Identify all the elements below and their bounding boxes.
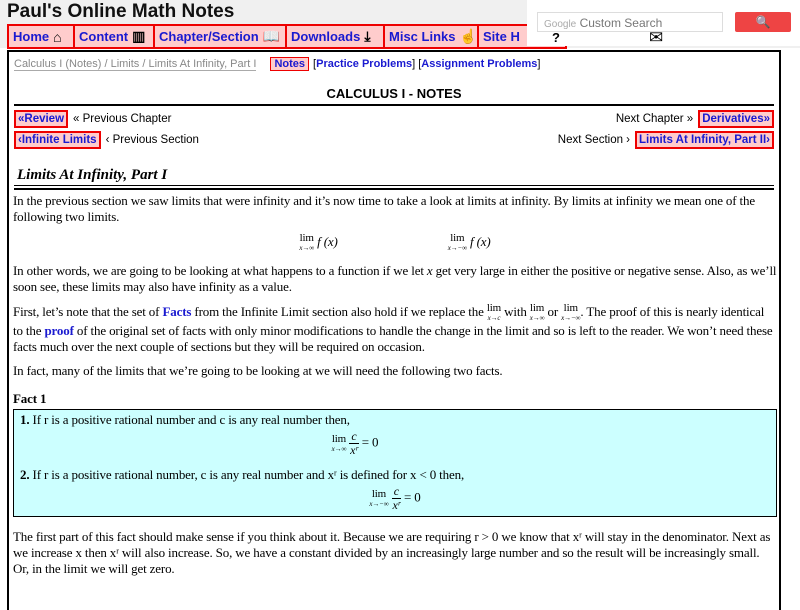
prev-section-label: ‹ Previous Section [105,134,199,146]
content-panel [7,50,781,610]
paragraph: The first part of this fact should make sense if you think about it. Because we are requiring r > 0 we know that xʳ will stay in the denominator. Next as we increase x then xʳ will also increase. So, we have a constant divided by an increasingly large number and so the result will be increasingly small. Or, in the limit we will get zero. [13,529,771,576]
lim: lim [450,232,465,244]
section-heading: Limits At Infinity, Part I [17,167,168,183]
mail-icon[interactable]: ✉ [649,28,664,47]
next-chapter-button[interactable]: Derivatives» [698,110,774,128]
fact-item [20,467,770,483]
text: of the original set of facts with only minor modifications to handle the change in the limit and so is left to the reader. We won’t need these facts much over the next couple of sections but they will be required on occasion. [13,323,773,354]
text: If r is a positive rational number, c is any real number and xʳ is defined for x < 0 then, [29,467,465,482]
section-nav [14,131,774,149]
text: or [544,303,562,319]
google-brand: Google [544,19,577,30]
book-icon: 📖 [262,28,281,44]
lim-sub: x→∞ [331,444,347,453]
equation [299,233,337,253]
item-number: 1. [20,412,30,427]
assignment-problems-link[interactable]: Assignment Problems [421,58,538,70]
text: First, let’s note that the set of [13,303,163,319]
breadcrumb-path[interactable]: Calculus I (Notes) / Limits / Limits At Infinity, Part I [14,57,257,70]
prev-section-button[interactable]: ‹Infinite Limits [14,131,101,149]
text: from the Infinite Limit section also hold if we replace the [191,303,487,319]
denominator: xʳ [392,498,401,512]
breadcrumb [14,57,540,71]
text: get very large in either the positive or negative sense. Also, as we’ll soon see, these limits may also have infinity as a value. [13,263,777,294]
chapter-nav [14,110,774,128]
text: with [501,303,530,319]
search-icon: 🔍 [755,15,771,29]
nav-label: Misc Links [389,29,456,44]
next-section-label: Next Section › [557,134,631,146]
paragraph [13,263,777,295]
nav-label: Home [13,29,50,44]
download-icon: ⤓ [364,28,371,44]
main-nav [7,24,567,49]
nav-label: Chapter/Section [159,29,259,44]
lim-sub: x→c [487,314,501,322]
paragraph [13,303,777,355]
fact-box [13,409,777,517]
equals: = 0 [361,434,379,450]
lim-sub: x→∞ [299,244,315,252]
notes-tab[interactable]: Notes [270,57,309,71]
fx: f (x) [317,233,338,249]
search-button[interactable] [735,12,791,32]
practice-problems-link[interactable]: Practice Problems [316,58,413,70]
bracket: [Practice Problems] [Assignment Problems] [313,58,541,70]
lim-sub: x→−∞ [447,244,467,252]
nav-label: Downloads [291,29,361,44]
lim: lim [299,232,314,244]
equals: = 0 [404,489,421,505]
double-rule [14,185,774,190]
search-placeholder: Custom Search [579,16,663,30]
next-section-button[interactable]: Limits At Infinity, Part II› [635,131,774,149]
paragraph: In fact, many of the limits that we’re going to be looking at we will need the following two facts. [13,363,503,378]
nav-home[interactable] [9,26,75,47]
pointer-icon: ☝ [459,28,477,44]
prev-chapter-label: « Previous Chapter [73,113,172,125]
fact-title: Fact 1 [13,391,47,406]
fx: f (x) [470,233,491,249]
text: In other words, we are going to be looking at what happens to a function if we let [13,263,427,278]
article-body [13,193,777,585]
site-title[interactable]: Paul's Online Math Notes [7,1,235,22]
home-icon: ⌂ [53,28,62,45]
equation [20,485,770,512]
nav-misc-links[interactable] [385,26,479,47]
numerator: c [351,429,357,443]
nav-label: Content [79,29,129,44]
proof-link[interactable]: proof [44,323,74,338]
next-chapter-label: Next Chapter » [615,113,694,125]
paragraph: In the previous section we saw limits that were infinity and it’s now time to take a look at limits at infinity. By limits at infinity we mean one of the following two limits. [13,193,755,224]
text: . The proof of this is nearly identical to the [13,303,765,338]
var: x [426,263,433,278]
help-icon[interactable]: ? [552,30,560,45]
prev-chapter-button[interactable]: «Review [14,110,68,128]
nav-content[interactable] [75,26,155,47]
lim: lim [331,432,347,445]
books-icon: ▥ [132,28,146,44]
facts-link[interactable]: Facts [162,303,192,319]
limits-equations [13,233,777,253]
fact-item [20,412,770,428]
divider [14,104,774,106]
item-number: 2. [20,467,30,482]
lim-sub: x→−∞ [561,314,581,322]
nav-label: Site H [483,29,520,44]
search-input[interactable] [537,12,723,32]
equation [448,233,491,253]
nav-chapter-section[interactable] [155,26,287,47]
search-panel [527,0,800,46]
denominator: xʳ [350,443,358,457]
page-title: CALCULUS I - NOTES [326,86,462,101]
lim-sub: x→∞ [529,314,545,322]
numerator: c [393,484,399,498]
nav-downloads[interactable] [287,26,385,47]
equation [20,430,770,457]
lim: lim [563,302,578,314]
lim-sub: x→−∞ [369,499,389,508]
lim: lim [530,302,545,314]
lim: lim [486,302,502,314]
text: If r is a positive rational number and c is any real number then, [29,412,350,427]
lim: lim [371,487,387,500]
